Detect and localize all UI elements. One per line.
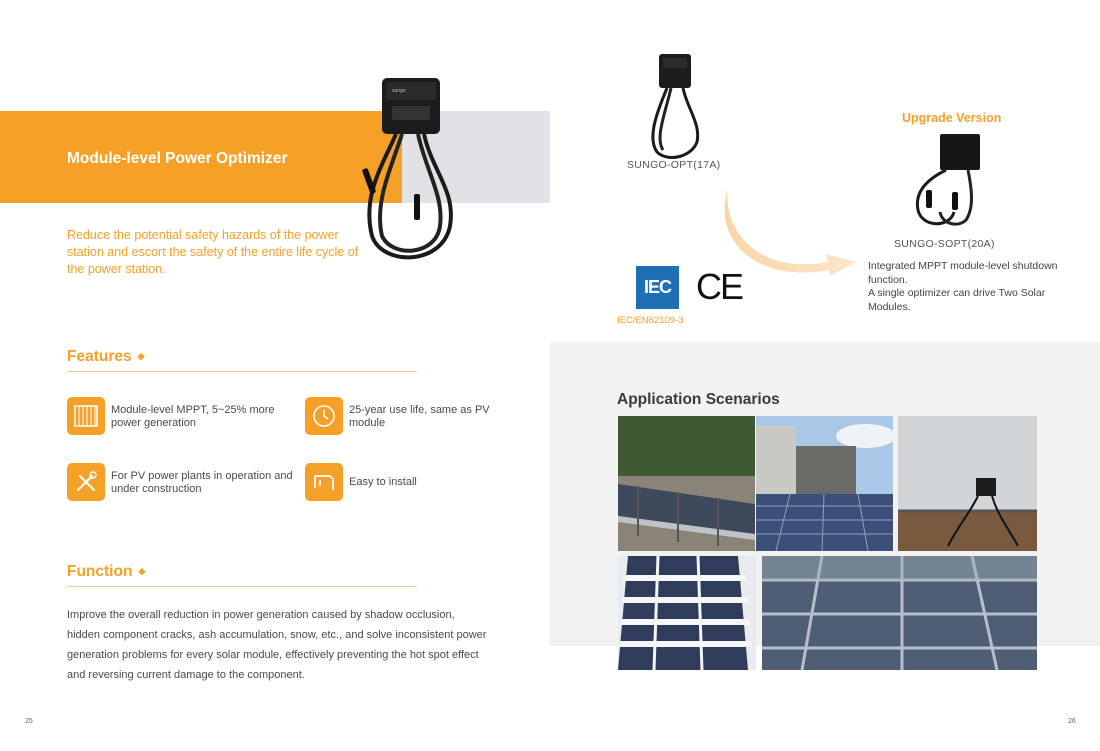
certification-label: IEC/EN62109-3 xyxy=(617,315,684,326)
clock-icon xyxy=(305,397,343,435)
optimizer-product-image xyxy=(352,76,464,268)
function-heading xyxy=(67,563,145,581)
upgrade-version-label: Upgrade Version xyxy=(902,111,1002,125)
feature-text-mppt: Module-level MPPT, 5~25% more power generation xyxy=(111,404,275,429)
page-number-left: 25 xyxy=(25,718,33,725)
ce-mark: CE xyxy=(696,266,743,307)
features-heading-text: Features xyxy=(67,348,132,365)
solar-panel-icon xyxy=(67,397,105,435)
svg-text:sungo: sungo xyxy=(392,88,406,94)
page-number-right: 26 xyxy=(1068,718,1076,725)
scenario-photo-snow xyxy=(618,556,756,670)
function-heading-text: Function xyxy=(67,563,133,580)
heading-bullet-icon: ◆ xyxy=(137,351,145,362)
heading-bullet-icon: ◆ xyxy=(138,566,146,577)
mount-bracket-icon xyxy=(305,463,343,501)
optimizer-17a-image xyxy=(643,52,703,160)
optimizer-20a-image xyxy=(910,132,982,232)
tools-icon xyxy=(67,463,105,501)
feature-text-plants: For PV power plants in operation and under construction xyxy=(111,470,293,495)
scenarios-heading: Application Scenarios xyxy=(617,391,780,408)
feature-text-install: Easy to install xyxy=(349,476,417,488)
intro-text: Reduce the potential safety hazards of the power station and escort the safety of the entire life cycle of the power station. xyxy=(67,228,359,276)
scenario-photo-trees xyxy=(618,416,755,551)
page-title: Module-level Power Optimizer xyxy=(67,150,288,167)
upgrade-arrow-icon xyxy=(718,180,868,280)
features-heading xyxy=(67,348,145,366)
iec-logo xyxy=(636,266,679,309)
iec-logo-text: IEC xyxy=(643,277,671,297)
function-text: Improve the overall reduction in power generation caused by shadow occlusion, hidden component cracks, ash accumulation, snow, etc., and solve inconsistent power generation problems for every solar module, effectively preventing the hot spot effect and reversing current damage to the component. xyxy=(67,609,487,681)
scenario-photo-closeup xyxy=(898,416,1037,551)
model-label-20a: SUNGO-SOPT(20A) xyxy=(894,238,995,250)
features-divider xyxy=(67,371,417,372)
model-label-17a: SUNGO-OPT(17A) xyxy=(627,159,721,171)
feature-text-lifespan: 25-year use life, same as PV module xyxy=(349,404,490,429)
scenario-photo-array xyxy=(762,556,1037,670)
upgrade-description: Integrated MPPT module-level shutdown function. A single optimizer can drive Two Solar Modules. xyxy=(868,260,1058,313)
scenario-photo-rooftop xyxy=(756,416,893,551)
function-divider xyxy=(67,586,417,587)
